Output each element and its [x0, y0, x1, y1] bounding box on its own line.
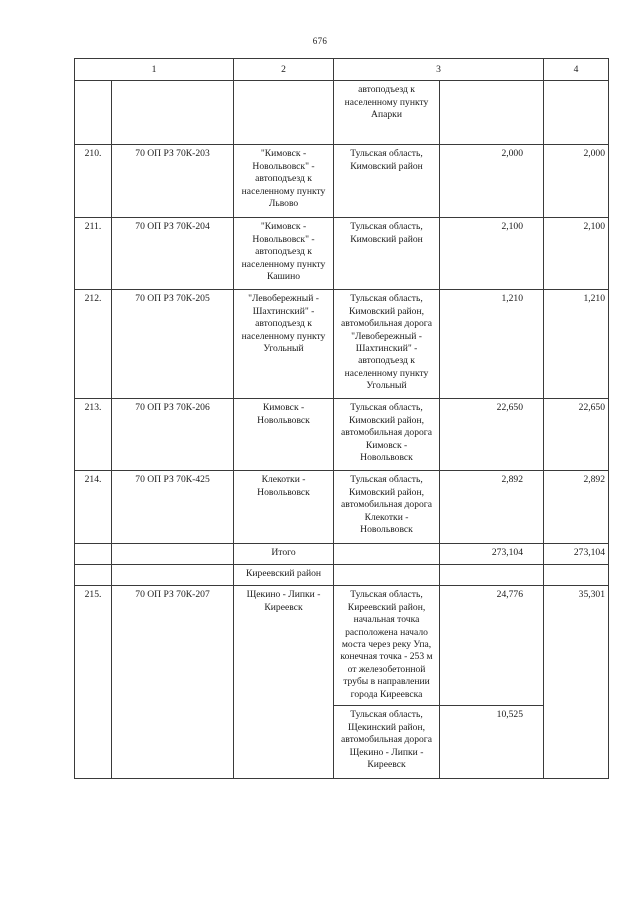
subtotal-label: Итого — [234, 544, 334, 565]
location-line: Щекинский район, — [348, 721, 425, 733]
cell-code — [112, 544, 234, 565]
cell-total: 35,301 — [544, 586, 609, 779]
location-line: автомобильная дорога — [341, 318, 432, 330]
cell-total: 2,100 — [544, 218, 609, 290]
name-line: населенному пункту — [241, 185, 326, 197]
header-col-2: 2 — [234, 59, 334, 81]
location-line: населенному пункту — [344, 367, 429, 379]
location-line: Новольвовск — [360, 524, 413, 536]
name-line: Кимовск - — [262, 402, 305, 414]
location-line: Тульская область, — [350, 221, 423, 233]
location-line: Апарки — [371, 109, 402, 121]
location-line: конечная точка - 253 м — [340, 651, 433, 663]
cell-name — [234, 145, 334, 218]
location-line: Тульская область, — [350, 402, 423, 414]
cell-num: 210. — [75, 145, 112, 218]
subtotal-row — [75, 544, 609, 565]
cell-total: 1,210 — [544, 290, 609, 399]
location-line: населенному пункту — [344, 96, 429, 108]
cell-location — [334, 81, 440, 145]
name-line: Новольвовск" - — [252, 233, 315, 245]
cell-length: 2,100 — [440, 218, 544, 290]
name-line: Новольвовск — [257, 414, 310, 426]
name-line: Киреевск — [264, 601, 303, 613]
name-line: Щекино - Липки - — [246, 589, 321, 601]
location-line: моста через реку Упа, — [341, 639, 432, 651]
name-line: Новольвовск" - — [252, 160, 315, 172]
cell-name — [234, 218, 334, 290]
cell-code: 70 ОП РЗ 70К-203 — [112, 145, 234, 218]
cell-code: 70 ОП РЗ 70К-207 — [112, 586, 234, 779]
location-line: Тульская область, — [350, 709, 423, 721]
cell-num — [75, 544, 112, 565]
name-line: населенному пункту — [241, 258, 326, 270]
cell-total — [544, 81, 609, 145]
cell-num: 213. — [75, 399, 112, 471]
location-line: автомобильная дорога — [341, 427, 432, 439]
cell-length: 22,650 — [440, 399, 544, 471]
cell-total: 2,000 — [544, 145, 609, 218]
district-label: Киреевский район — [234, 565, 334, 586]
location-line: Киреевский район, — [347, 601, 426, 613]
name-line: населенному пункту — [241, 330, 326, 342]
cell-code — [112, 81, 234, 145]
cell-length: 2,892 — [440, 471, 544, 544]
cell-length: 10,525 — [440, 706, 544, 779]
location-line: Кимовский район, — [349, 486, 424, 498]
cell-num — [75, 565, 112, 586]
cell-name — [234, 81, 334, 145]
cell-code: 70 ОП РЗ 70К-425 — [112, 471, 234, 544]
location-line: Тульская область, — [350, 474, 423, 486]
cell-num: 214. — [75, 471, 112, 544]
page-number: 676 — [312, 36, 328, 46]
cell-num — [75, 81, 112, 145]
cell-location — [334, 290, 440, 399]
cell-length — [440, 565, 544, 586]
header-col-4: 4 — [544, 59, 609, 81]
name-line: "Левобережный - — [248, 293, 319, 305]
cell-name — [234, 399, 334, 471]
location-line: Кимовск - — [365, 439, 408, 451]
cell-location — [334, 586, 440, 706]
header-col-3: 3 — [334, 59, 544, 81]
location-line: Тульская область, — [350, 293, 423, 305]
location-line: Новольвовск — [360, 452, 413, 464]
cell-location — [334, 544, 440, 565]
location-line: от железобетонной — [347, 663, 426, 675]
subtotal-total: 273,104 — [544, 544, 609, 565]
location-line: Кимовский район — [350, 233, 423, 245]
cell-length: 2,000 — [440, 145, 544, 218]
table-row — [75, 586, 609, 706]
name-line: Шахтинский" - — [252, 305, 315, 317]
cell-location — [334, 471, 440, 544]
header-row — [75, 59, 609, 81]
location-line: Киреевск — [367, 759, 406, 771]
cell-name — [234, 586, 334, 779]
location-line: города Киреевска — [350, 688, 423, 700]
name-line: автоподъезд к — [255, 318, 312, 330]
cell-code — [112, 565, 234, 586]
cell-location — [334, 399, 440, 471]
location-line: Кимовский район — [350, 160, 423, 172]
name-line: Кашино — [267, 271, 300, 283]
name-line: автоподъезд к — [255, 246, 312, 258]
name-line: Клекотки - — [261, 474, 306, 486]
location-line: Щекино - Липки - — [349, 746, 424, 758]
table-row — [75, 145, 609, 218]
cell-location — [334, 218, 440, 290]
table-row — [75, 290, 609, 399]
name-line: Новольвовск — [257, 486, 310, 498]
location-line: Клекотки - — [364, 511, 409, 523]
cell-name — [234, 290, 334, 399]
location-line: Шахтинский" - — [355, 343, 418, 355]
cell-total: 2,892 — [544, 471, 609, 544]
location-line: Тульская область, — [350, 148, 423, 160]
subtotal-length: 273,104 — [440, 544, 544, 565]
cell-total: 22,650 — [544, 399, 609, 471]
continuation-row — [75, 81, 609, 145]
cell-code: 70 ОП РЗ 70К-205 — [112, 290, 234, 399]
header-col-1: 1 — [75, 59, 234, 81]
table-row — [75, 218, 609, 290]
location-line: автомобильная дорога — [341, 734, 432, 746]
location-line: автоподъезд к — [358, 84, 415, 96]
name-line: Львово — [268, 198, 299, 210]
location-line: автомобильная дорога — [341, 499, 432, 511]
table-row — [75, 471, 609, 544]
location-line: начальная точка — [353, 614, 420, 626]
cell-length: 24,776 — [440, 586, 544, 706]
location-line: расположена начало — [345, 626, 428, 638]
location-line: автоподъезд к — [358, 355, 415, 367]
location-line: Кимовский район, — [349, 305, 424, 317]
cell-length: 1,210 — [440, 290, 544, 399]
cell-num: 215. — [75, 586, 112, 779]
name-line: "Кимовск - — [260, 221, 307, 233]
cell-location — [334, 145, 440, 218]
cell-length — [440, 81, 544, 145]
name-line: "Кимовск - — [260, 148, 307, 160]
cell-name — [234, 471, 334, 544]
location-line: трубы в направлении — [343, 676, 430, 688]
cell-location — [334, 565, 440, 586]
location-line: "Левобережный - — [351, 330, 422, 342]
name-line: Угольный — [263, 343, 304, 355]
location-line: Кимовский район, — [349, 414, 424, 426]
road-registry-table — [74, 58, 609, 779]
district-row — [75, 565, 609, 586]
location-line: Угольный — [366, 380, 407, 392]
table-row — [75, 399, 609, 471]
cell-location — [334, 706, 440, 779]
cell-code: 70 ОП РЗ 70К-204 — [112, 218, 234, 290]
cell-num: 212. — [75, 290, 112, 399]
name-line: автоподъезд к — [255, 173, 312, 185]
cell-num: 211. — [75, 218, 112, 290]
cell-code: 70 ОП РЗ 70К-206 — [112, 399, 234, 471]
cell-total — [544, 565, 609, 586]
location-line: Тульская область, — [350, 589, 423, 601]
